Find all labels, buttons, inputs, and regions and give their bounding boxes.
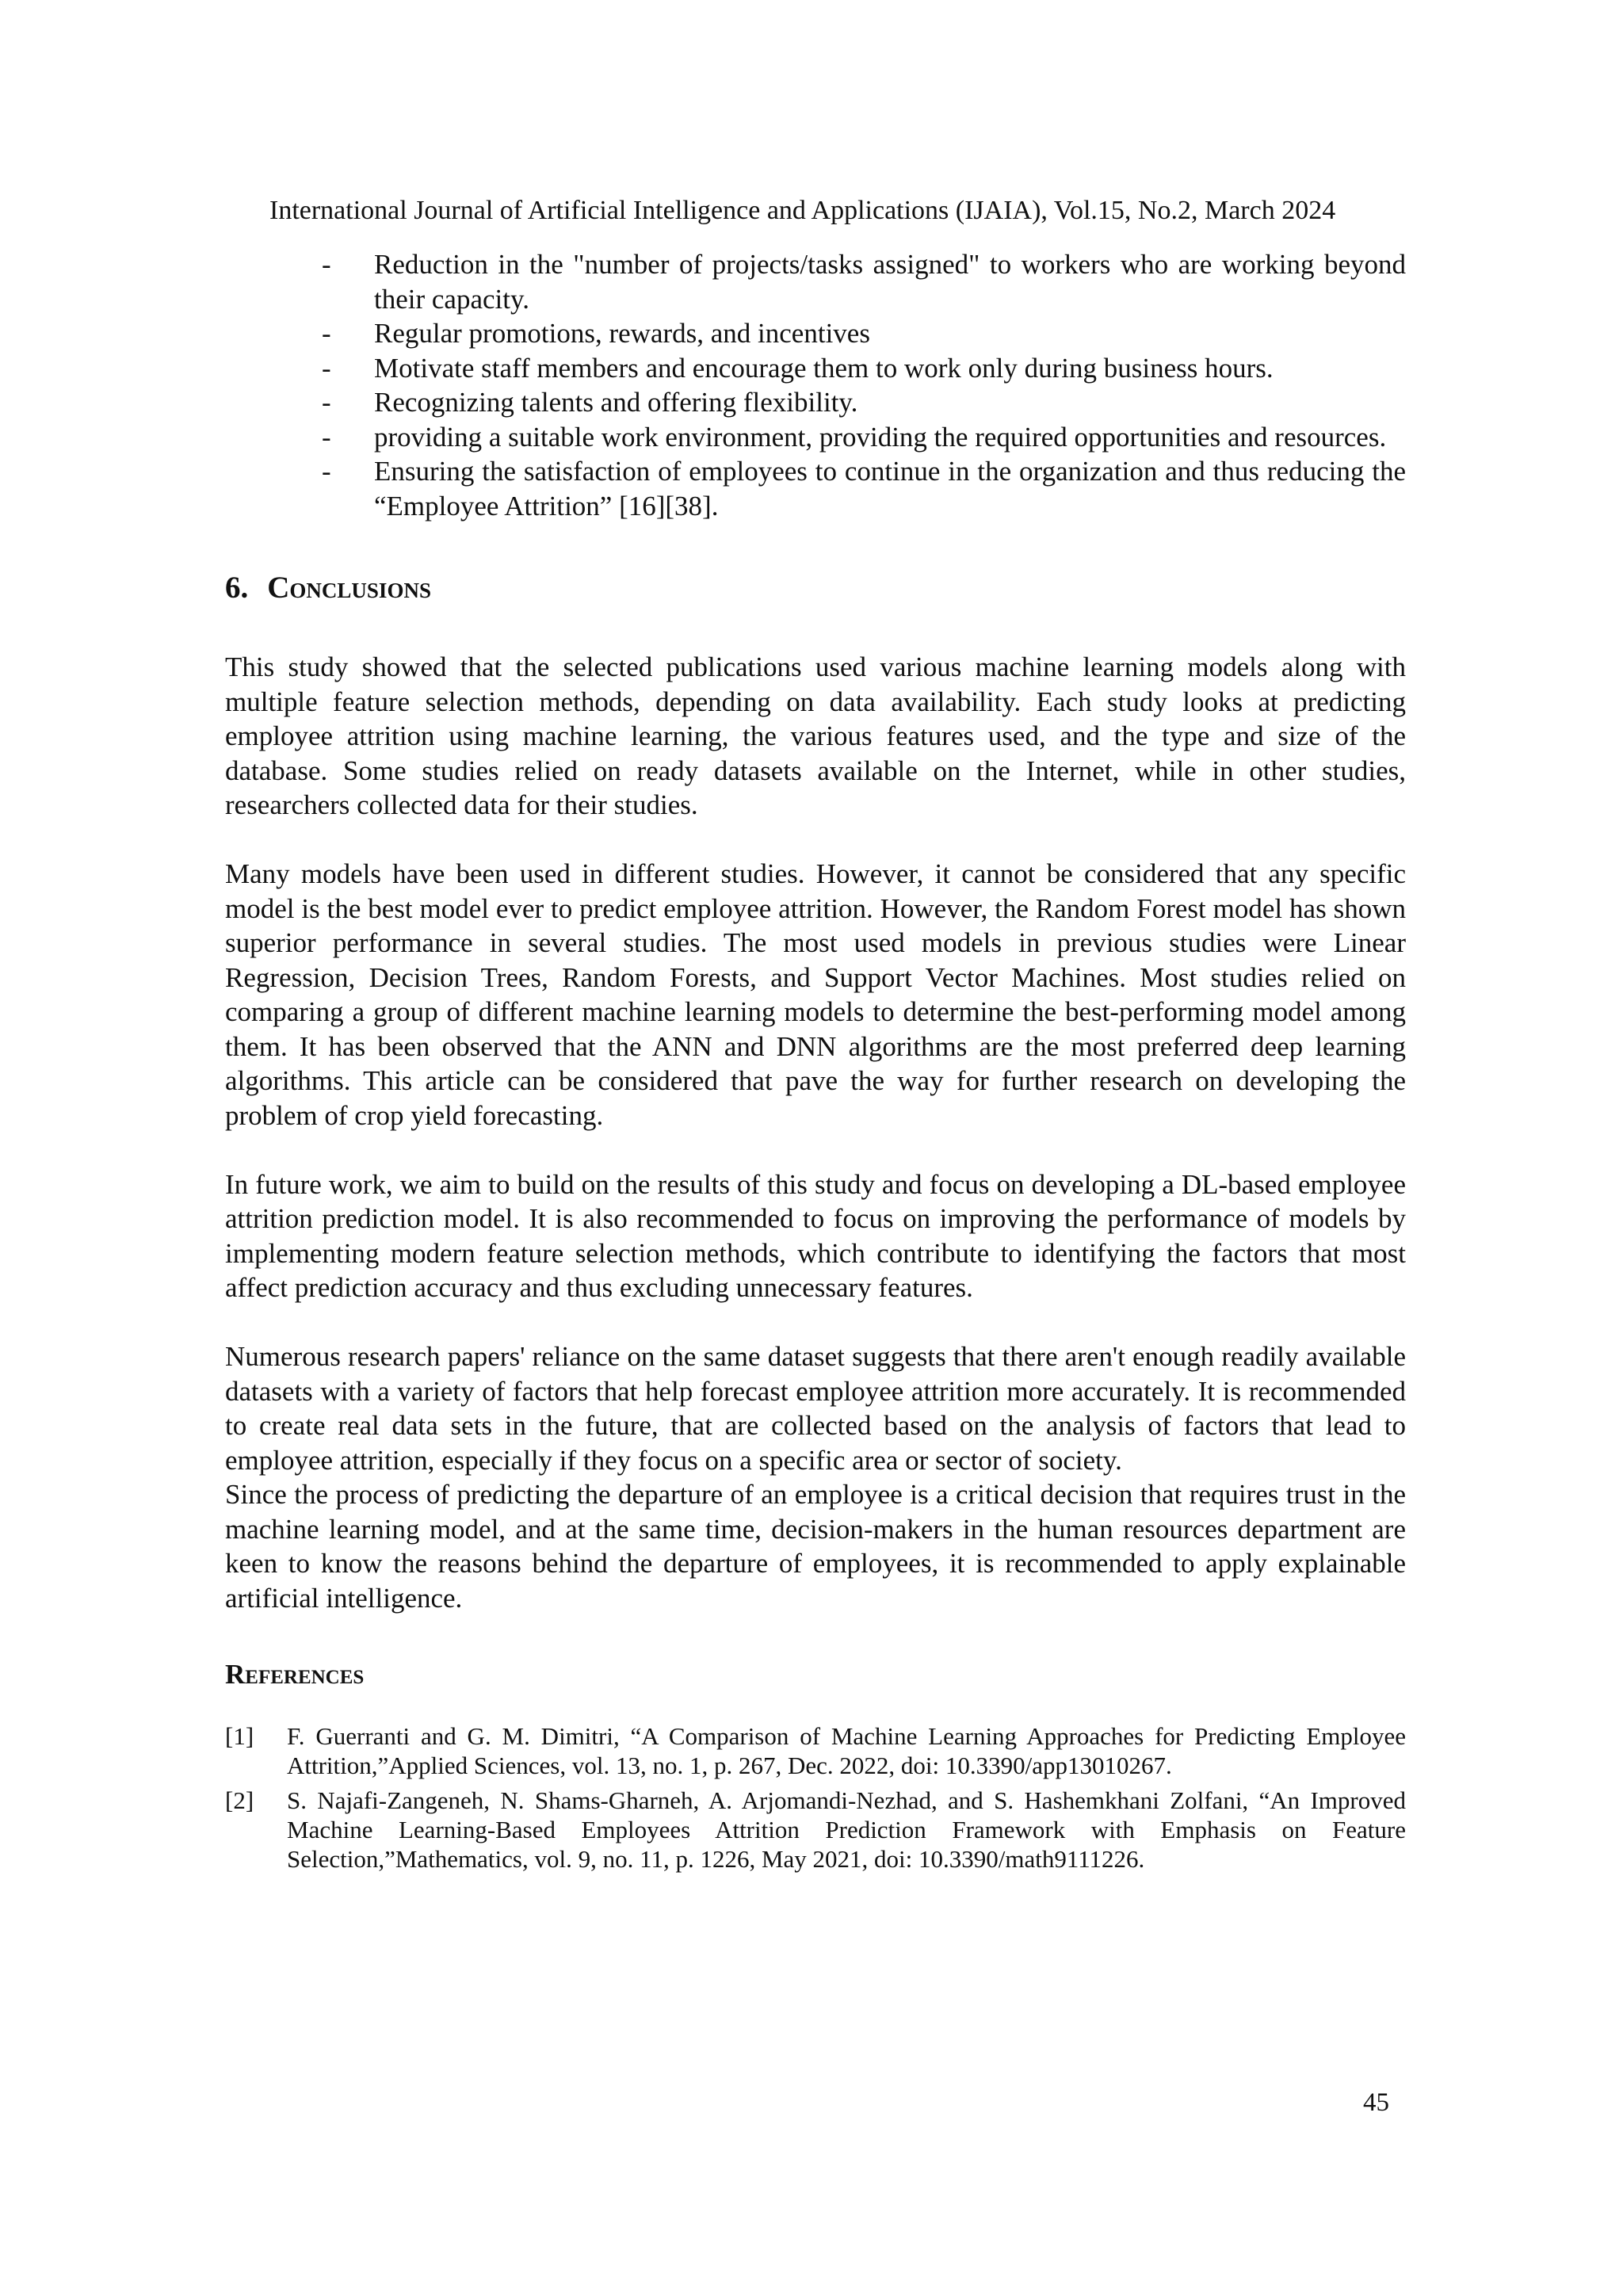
- reference-item: [225, 1721, 1406, 1780]
- section-heading: [225, 568, 1406, 608]
- bullet-marker: -: [322, 318, 331, 349]
- list-item: [225, 420, 1406, 455]
- list-item-text: Recognizing talents and offering flexibility.: [374, 387, 858, 418]
- list-item-text: providing a suitable work environment, providing the required opportunities and resources.: [374, 421, 1387, 453]
- reference-number: [2]: [225, 1786, 254, 1814]
- list-item: [225, 454, 1406, 523]
- bullet-marker: -: [322, 249, 331, 280]
- reference-text: F. Guerranti and G. M. Dimitri, “A Comparison of Machine Learning Approaches for Predicting Employee Attrition,”Applied Sciences, vol. 13, no. 1, p. 267, Dec. 2022, doi: 10.3390/app13010267.: [287, 1722, 1406, 1779]
- reference-text: S. Najafi-Zangeneh, N. Shams-Gharneh, A. Arjomandi-Nezhad, and S. Hashemkhani Zolfani, “An Improved Machine Learning-Based Employees Attrition Prediction Framework with Emphasis on Feature Selection,”Mathematics, vol. 9, no. 11, p. 1226, May 2021, doi: 10.3390/math9111226.: [287, 1786, 1406, 1873]
- list-item-text: Reduction in the "number of projects/tasks assigned" to workers who are working beyond their capacity.: [374, 249, 1406, 315]
- recommendations-list: [225, 247, 1406, 523]
- running-header: International Journal of Artificial Intelligence and Applications (IJAIA), Vol.15, No.2, March 2024: [269, 196, 1336, 225]
- section-number: 6.: [225, 571, 249, 605]
- bullet-marker: -: [322, 352, 331, 384]
- list-item: [225, 385, 1406, 420]
- references-heading: References: [225, 1659, 365, 1690]
- list-item-text: Regular promotions, rewards, and incentives: [374, 318, 870, 349]
- body-paragraph: Many models have been used in different studies. However, it cannot be considered that any specific model is the best model ever to predict employee attrition. However, the Random Forest model has shown superior performance in several studies. The most used models in previous studies were Linear Regression, Decision Trees, Random Forests, and Support Vector Machines. Most studies relied on comparing a group of different machine learning models to determine the best-performing model among them. It has been observed that the ANN and DNN algorithms are the most preferred deep learning algorithms. This article can be considered that pave the way for further research on developing the problem of crop yield forecasting.: [225, 858, 1406, 1131]
- page-number: 45: [1363, 2088, 1389, 2117]
- section-title: Conclusions: [267, 571, 431, 605]
- list-item: [225, 316, 1406, 351]
- body-paragraph: Since the process of predicting the departure of an employee is a critical decision that requires trust in the machine learning model, and at the same time, decision-makers in the human resources department are keen to know the reasons behind the departure of employees, it is recommended to apply explainable artificial intelligence.: [225, 1479, 1406, 1614]
- reference-number: [1]: [225, 1722, 254, 1750]
- body-paragraph: Numerous research papers' reliance on the same dataset suggests that there aren't enough readily available datasets with a variety of factors that help forecast employee attrition more accurately. It is recommended to create real data sets in the future, that are collected based on the analysis of factors that lead to employee attrition, especially if they focus on a specific area or sector of society.: [225, 1341, 1406, 1476]
- bullet-marker: -: [322, 456, 331, 487]
- body-paragraph: This study showed that the selected publications used various machine learning models along with multiple feature selection methods, depending on data availability. Each study looks at predicting employee attrition using machine learning, the various features used, and the type and size of the database. Some studies relied on ready datasets available on the Internet, while in other studies, researchers collected data for their studies.: [225, 651, 1406, 820]
- page-body: [225, 247, 1406, 1879]
- list-item-text: Motivate staff members and encourage them to work only during business hours.: [374, 352, 1274, 384]
- bullet-marker: -: [322, 421, 331, 453]
- body-paragraph: In future work, we aim to build on the results of this study and focus on developing a DL-based employee attrition prediction model. It is also recommended to focus on improving the performance of models by implementing modern feature selection methods, which contribute to identifying the factors that most affect prediction accuracy and thus excluding unnecessary features.: [225, 1168, 1406, 1303]
- list-item-text: Ensuring the satisfaction of employees to continue in the organization and thus reducing the “Employee Attrition” [16][38].: [374, 456, 1406, 521]
- list-item: [225, 351, 1406, 386]
- list-item: [225, 247, 1406, 316]
- reference-item: [225, 1786, 1406, 1874]
- bullet-marker: -: [322, 387, 331, 418]
- reference-list: [225, 1721, 1406, 1874]
